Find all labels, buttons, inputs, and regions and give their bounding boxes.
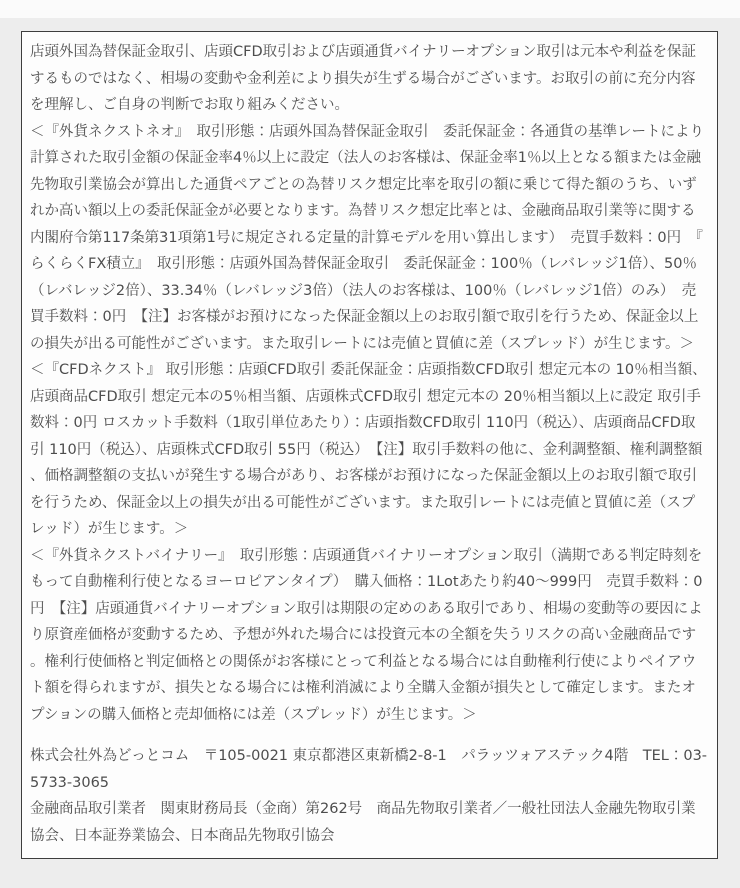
company-address: 株式会社外為どっとコム 〒105-0021 東京都港区東新橋2-8-1 パラッツォアステック4階 TEL：03-5733-3065 xyxy=(30,748,708,791)
gaika-next-neo-terms: ＜『外貨ネクストネオ』 取引形態：店頭外国為替保証金取引 委託保証金：各通貨の基準レートにより計算された取引金額の保証金率4％以上に設定（法人のお客様は、保証金率1％以上となる額または金融先物取引業協会が算出した通貨ペアごとの為替リスク想定比率を取引の額に乗じて得た額のうち、いずれか高い額以上の委託保証金が必要となります。為替リスク想定比率とは、金融商品取引業等に関する内閣府令第117条第31項第1号に規定される定量的計算モデルを用い算出します） 売買手数料：0円 『らくらくFX積立』 取引形態：店頭外国為替保証金取引 委託保証金：100％（レバレッジ1倍）、50％（レバレッジ2倍）、33.34％（レバレッジ3倍）（法人のお客様は、100％（レバレッジ1倍）のみ） 売買手数料：0円 【注】お客様がお預けになった保証金額以上のお取引額で取引を行うため、保証金以上の損失が出る可能性がございます。また取引レートには売値と買値に差（スプレッド）が生じます。＞ xyxy=(30,123,704,352)
risk-disclaimer-box xyxy=(21,31,718,859)
company-info-block xyxy=(30,743,709,849)
cfd-next-terms: ＜『CFDネクスト』 取引形態：店頭CFD取引 委託保証金：店頭指数CFD取引 想定元本の 10％相当額、店頭商品CFD取引 想定元本の5％相当額、店頭株式CFD取引 想定元本の 20％相当額以上に設定 取引手数料：0円 ロスカット手数料（1取引単位あたり）：店頭指数CFD取引 110円（税込）、店頭商品CFD取引 110円（税込）、店頭株式CFD取引 55円（税込） 【注】取引手数料の他に、金利調整額、権利調整額、価格調整額の支払いが発生する場合があり、お客様がお預けになった保証金額以上のお取引額で取引を行うため、保証金以上の損失が出る可能性がございます。また取引レートには売値と買値に差（スプレッド）が生じます。＞ xyxy=(30,362,707,537)
company-registration: 金融商品取引業者 関東財務局長（金商）第262号 商品先物取引業者／一般社団法人金融先物取引業協会、日本証券業協会、日本商品先物取引協会 xyxy=(30,801,696,844)
page-top-strip xyxy=(0,0,740,18)
gaika-next-binary-terms: ＜『外貨ネクストバイナリー』 取引形態：店頭通貨バイナリーオプション取引（満期である判定時刻をもって自動権利行使となるヨーロピアンタイプ） 購入価格：1Lotあたり約40〜999円 売買手数料：0円 【注】店頭通貨バイナリーオプション取引は期限の定めのある取引であり、相場の変動等の要因により原資産価格が変動するため、予想が外れた場合には投資元本の全額を失うリスクの高い金融商品です。権利行使価格と判定価格との関係がお客様にとって利益となる場合には自動権利行使によりペイアウト額を得られますが、損失となる場合には権利消滅により全購入金額が損失として確定します。またオプションの購入価格と売却価格には差（スプレッド）が生じます。＞ xyxy=(30,547,703,723)
risk-warning-intro: 店頭外国為替保証金取引、店頭CFD取引および店頭通貨バイナリーオプション取引は元本や利益を保証するものではなく、相場の変動や金利差により損失が生ずる場合がございます。お取引の前に充分内容を理解し、ご自身の判断でお取り組みください。 xyxy=(30,44,697,113)
